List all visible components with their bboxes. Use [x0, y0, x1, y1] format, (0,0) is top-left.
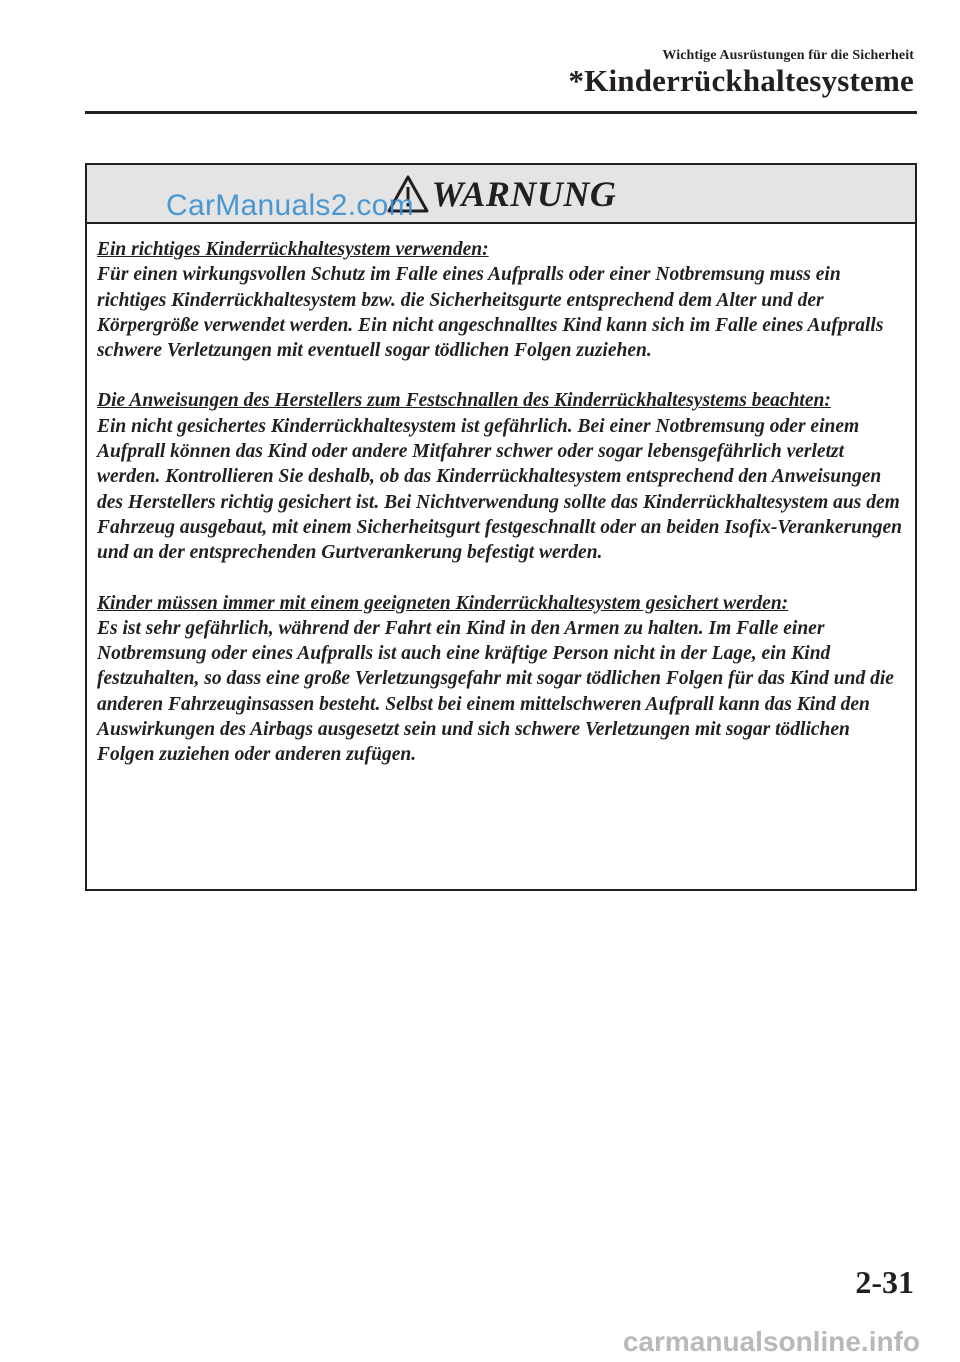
header-divider: [85, 111, 917, 114]
paragraph-heading: Kinder müssen immer mit einem geeigneten Kinderrückhaltesystem gesichert werden:: [97, 592, 789, 614]
section-label: Wichtige Ausrüstungen für die Sicherheit: [662, 48, 914, 63]
paragraph-heading: Die Anweisungen des Herstellers zum Festschnallen des Kinderrückhaltesystems beachten:: [97, 390, 831, 412]
warning-title: WARNUNG: [431, 174, 617, 214]
page-number: 2-31: [855, 1264, 914, 1300]
warning-header: [87, 165, 915, 224]
paragraph-heading: Ein richtiges Kinderrückhaltesystem verwenden:: [97, 239, 489, 260]
warning-paragraph: [97, 237, 909, 363]
paragraph-text: Ein nicht gesichertes Kinderrückhaltesystem ist gefährlich. Bei einer Notbremsung oder einem Aufprall können das Kind oder andere Mitfahrer schwer oder sogar lebensgefährlich verletzt werden. Kontrollieren Sie deshalb, ob das Kinderrückhaltesystem entsprechend den Anweisungen des Herstellers richtig gesichert ist. Bei Nichtverwendung sollte das Kinderrückhaltesystem aus dem Fahrzeug ausgebaut, mit einem Sicherheitsgurt festgeschnallt oder an beiden Isofix-Verankerungen und an der entsprechenden Gurtverankerung befestigt werden.: [97, 415, 903, 564]
paragraph-text: Für einen wirkungsvollen Schutz im Falle eines Aufpralls oder einer Notbremsung muss ein richtiges Kinderrückhaltesystem bzw. die Sicherheitsgurte entsprechend dem Alter und der Körpergröße verwendet werden. Ein nicht angeschnalltes Kind kann sich im Falle eines Aufpralls schwere Verletzungen mit eventuell sogar tödlichen Folgen zuziehen.: [97, 264, 884, 362]
chapter-title: *Kinderrückhaltesysteme: [568, 63, 914, 98]
warning-body: [97, 237, 909, 793]
warning-box: [85, 163, 917, 891]
warning-paragraph: [97, 591, 909, 768]
watermark-logo: CarManuals2.com: [166, 189, 414, 222]
paragraph-text: Es ist sehr gefährlich, während der Fahrt ein Kind in den Armen zu halten. Im Falle einer Notbremsung oder eines Aufpralls ist auch eine kräftige Person nicht in der Lage, ein Kind festzuhalten, so dass eine große Verletzungsgefahr mit sogar tödlichen Folgen für das Kind und die anderen Fahrzeuginsassen besteht. Selbst bei einem mittelschweren Aufprall kann das Kind den Auswirkungen des Airbags ausgesetzt sein und sich schwere Verletzungen mit sogar tödlichen Folgen zuziehen oder anderen zufügen.: [97, 617, 894, 766]
footer-site-link[interactable]: carmanualsonline.info: [622, 1326, 920, 1357]
warning-paragraph: [97, 388, 909, 565]
